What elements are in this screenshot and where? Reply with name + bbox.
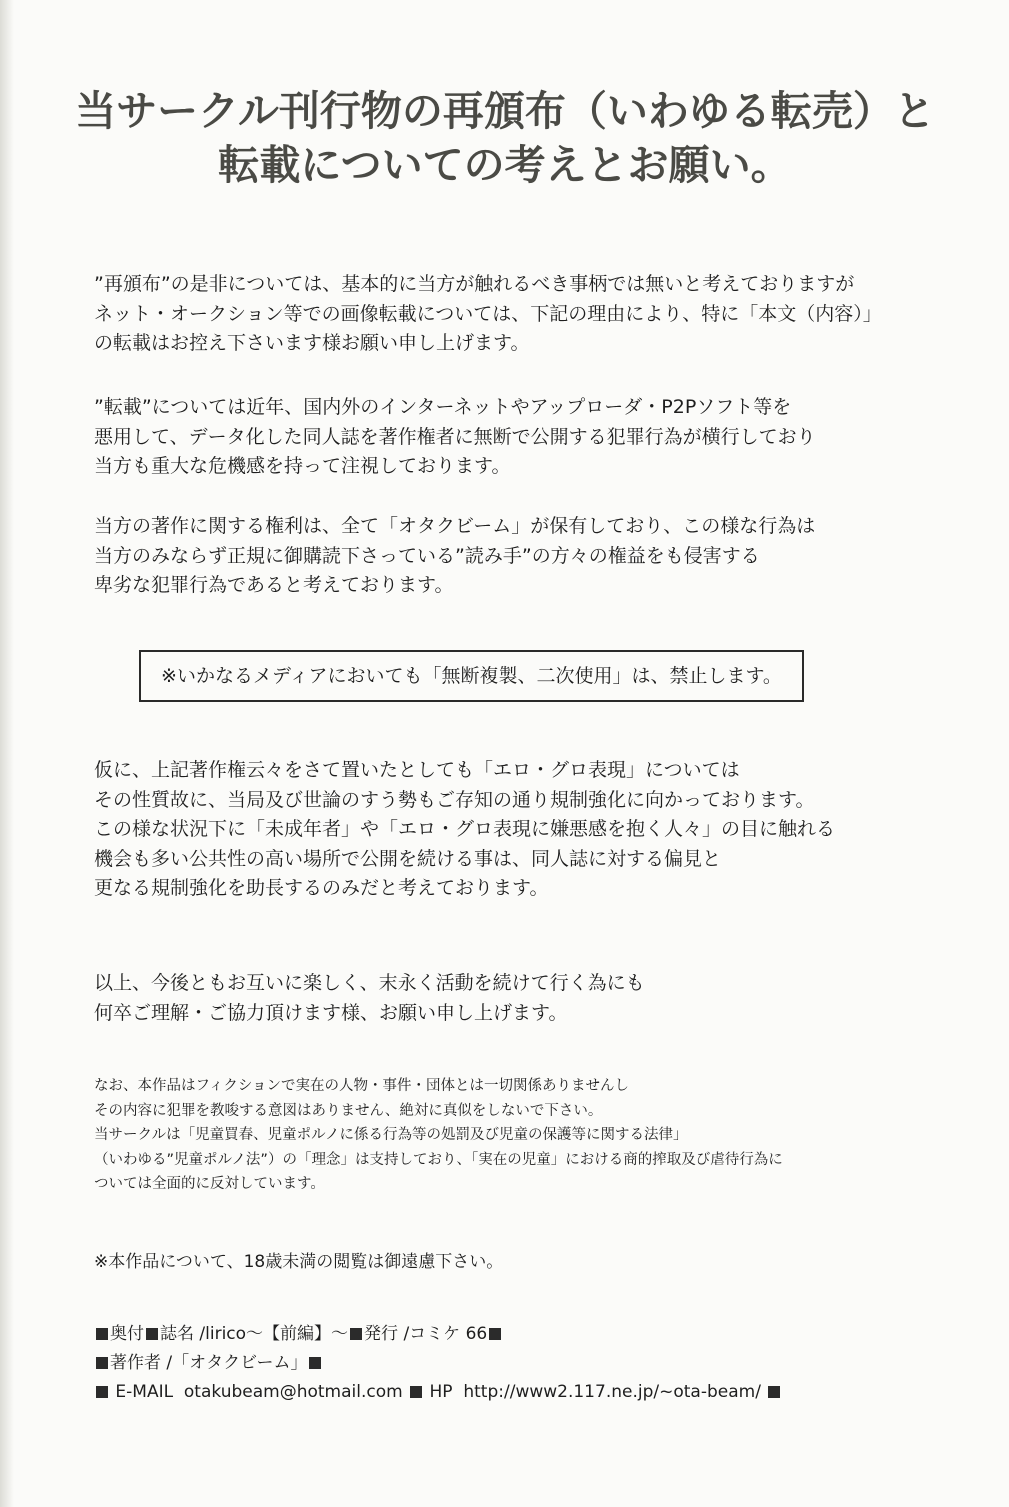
paragraph-line: の転載はお控え下さいます様お願い申し上げます。 (94, 332, 530, 354)
paragraph-line: 更なる規制強化を助長するのみだと考えております。 (94, 877, 549, 899)
paragraph-line: ”転載”については近年、国内外のインターネットやアップローダ・P2Pソフト等を (94, 396, 792, 418)
square-bullet-icon (489, 1328, 501, 1340)
paragraph-line: 卑劣な犯罪行為であると考えております。 (94, 574, 454, 596)
colophon-line-1 (94, 1320, 782, 1349)
small-print-line: （いわゆる”児童ポルノ法”）の「理念」は支持しており、「実在の児童」における商的搾取及び虐待行為に (94, 1151, 783, 1168)
age-restriction-notice: ※本作品について、18歳未満の閲覧は御遠慮下さい。 (94, 1252, 504, 1272)
paragraph-expression (94, 756, 924, 904)
paragraph-line: この様な状況下に「未成年者」や「エロ・グロ表現に嫌悪感を抱く人々」の目に触れる (94, 818, 836, 840)
small-print-line: なお、本作品はフィクションで実在の人物・事件・団体とは一切関係ありませんし (94, 1078, 630, 1094)
colophon-issue: 発行 /コミケ 66 (364, 1324, 488, 1344)
paragraph-line: 当方の著作に関する権利は、全て「オタクビーム」が保有しており、この様な行為は (94, 515, 816, 537)
square-bullet-icon (350, 1328, 362, 1340)
paragraph-line: 仮に、上記著作権云々をさて置いたとしても「エロ・グロ表現」については (94, 759, 740, 781)
colophon-author: 著作者 /「オタクビーム」 (110, 1353, 308, 1373)
square-bullet-icon (309, 1357, 321, 1369)
paragraph-line: ネット・オークション等での画像転載については、下記の理由により、特に「本文（内容）」 (94, 302, 882, 325)
small-print-line: その内容に犯罪を教唆する意図はありません、絶対に真似をしないで下さい。 (94, 1102, 603, 1119)
title-line-2: 転載についての考えとお願い。 (218, 141, 792, 189)
prohibition-notice-box: ※いかなるメディアにおいても「無断複製、二次使用」は、禁止します。 (139, 650, 804, 702)
colophon (94, 1320, 782, 1407)
square-bullet-icon (146, 1328, 158, 1340)
paragraph-redistribution (94, 270, 924, 359)
paragraph-closing (94, 969, 924, 1028)
colophon-line-2 (94, 1349, 782, 1378)
title-line-1: 当サークル刊行物の再頒布（いわゆる転売）と (75, 87, 935, 135)
square-bullet-icon (96, 1386, 108, 1398)
square-bullet-icon (410, 1386, 422, 1398)
paragraph-line: 当方も重大な危機感を持って注視しております。 (94, 455, 511, 477)
disclaimer-small-print (94, 1074, 924, 1197)
page-title (40, 84, 970, 192)
colophon-label: 奥付 (110, 1324, 144, 1344)
paragraph-line: 機会も多い公共性の高い場所で公開を続ける事は、同人誌に対する偏見と (94, 847, 722, 870)
hp-url[interactable]: http://www2.117.ne.jp/~ota-beam/ (463, 1382, 761, 1402)
square-bullet-icon (96, 1328, 108, 1340)
paragraph-line: 以上、今後ともお互いに楽しく、末永く活動を続けて行く為にも (94, 972, 645, 994)
email-label: E-MAIL (115, 1382, 174, 1402)
square-bullet-icon (768, 1386, 780, 1398)
small-print-line: ついては全面的に反対しています。 (94, 1176, 325, 1192)
paragraph-line: 何卒ご理解・ご協力頂けます様、お願い申し上げます。 (94, 1001, 568, 1024)
small-print-line: 当サークルは「児童買春、児童ポルノに係る行為等の処罰及び児童の保護等に関する法律」 (94, 1127, 688, 1143)
page-edge-shadow (0, 0, 14, 1507)
paragraph-reposting (94, 393, 924, 482)
hp-label: HP (429, 1382, 453, 1402)
paragraph-line: 当方のみならず正規に御購読下さっている”読み手”の方々の権益をも侵害する (94, 544, 760, 567)
email-address[interactable]: otakubeam@hotmail.com (183, 1382, 403, 1402)
paragraph-line: その性質故に、当局及び世論のすう勢もご存知の通り規制強化に向かっております。 (94, 788, 815, 811)
colophon-title: 誌名 /lirico〜【前編】〜 (160, 1324, 349, 1344)
paragraph-rights (94, 512, 924, 601)
square-bullet-icon (96, 1357, 108, 1369)
paragraph-line: 悪用して、データ化した同人誌を著作権者に無断で公開する犯罪行為が横行しており (94, 425, 816, 448)
paragraph-line: ”再頒布”の是非については、基本的に当方が触れるべき事柄では無いと考えておりますが (94, 273, 855, 295)
colophon-line-3 (94, 1378, 782, 1407)
